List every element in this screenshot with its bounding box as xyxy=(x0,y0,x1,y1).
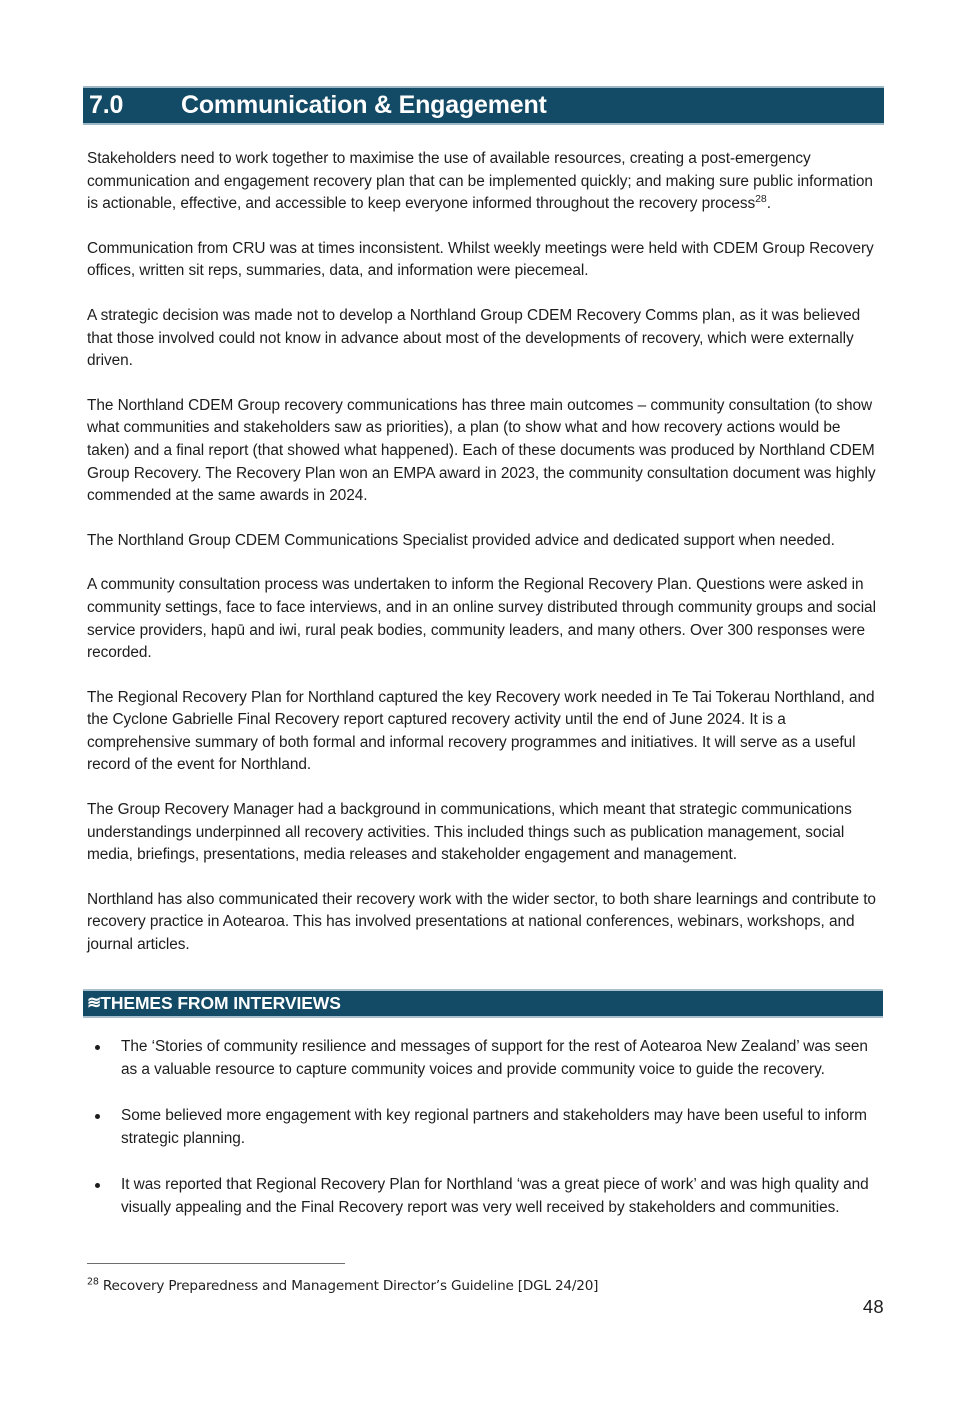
list-item xyxy=(87,1036,877,1081)
wave-lines-icon: ≋ xyxy=(87,993,101,1012)
paragraph-1-tail: . xyxy=(766,195,771,213)
footnote-separator xyxy=(87,1263,345,1264)
list-item-text: Some believed more engagement with key regional partners and stakeholders may have been useful to inform strategic planning. xyxy=(121,1107,867,1147)
paragraph-9: Northland has also communicated their recovery work with the wider sector, to both share learnings and contribute to recovery practice in Aotearoa. This has involved presentations at national conferences, webinars, workshops, and journal articles. xyxy=(87,890,876,954)
paragraph-4: The Northland CDEM Group recovery communications has three main outcomes – community consultation (to show what communities and stakeholders saw as priorities), a plan (to show what and how recovery actions would be taken) and a final report (that showed what happened). Each of these documents was produced by Northland CDEM Group Recovery. The Recovery Plan won an EMPA award in 2023, the community consultation document was highly commended at the same awards in 2024. xyxy=(87,396,876,505)
bullet-icon xyxy=(95,1045,100,1050)
paragraph-1 xyxy=(87,148,884,216)
paragraph-8: The Group Recovery Manager had a background in communications, which meant that strategic communications understandings underpinned all recovery activities. This included things such as publication management, social media, briefings, presentations, media releases and stakeholder engagement and management. xyxy=(87,801,852,864)
list-item-text: The ‘Stories of community resilience and messages of support for the rest of Aotearoa New Zealand’ was seen as a valuable resource to capture community voices and provide community voice to guide the recovery. xyxy=(121,1038,868,1078)
footnote-marker: 28 xyxy=(87,1276,99,1288)
paragraph-1-text: Stakeholders need to work together to maximise the use of available resources, creating a post-emergency communication and engagement recovery plan that can be implemented quickly; and making sure public information is actionable, effective, and accessible to keep everyone informed throughout the recovery process xyxy=(87,150,873,213)
paragraph-6: A community consultation process was undertaken to inform the Regional Recovery Plan. Questions were asked in community settings, face to face interviews, and in an online survey distributed through community groups and social service providers, hapū and iwi, rural peak bodies, community leaders, and many others. Over 300 responses were recorded. xyxy=(87,576,876,662)
page-number: 48 xyxy=(862,1296,884,1317)
body-text-block xyxy=(87,148,884,957)
section-title: Communication & Engagement xyxy=(181,91,547,119)
bullet-icon xyxy=(95,1183,100,1188)
list-item xyxy=(87,1105,877,1150)
paragraph-3: A strategic decision was made not to develop a Northland Group CDEM Recovery Comms plan, as it was believed that those involved could not know in advance about most of the developments of recovery, which were externally driven. xyxy=(87,306,861,370)
bullet-icon xyxy=(95,1114,100,1119)
paragraph-2: Communication from CRU was at times inconsistent. Whilst weekly meetings were held with CDEM Group Recovery offices, written sit reps, summaries, data, and information were piecemeal. xyxy=(87,239,874,280)
paragraph-7: The Regional Recovery Plan for Northland captured the key Recovery work needed in Te Tai Tokerau Northland, and the Cyclone Gabrielle Final Recovery report captured recovery activity until the end of June 2024. It is a comprehensive summary of both formal and informal recovery programmes and initiatives. It will serve as a useful record of the event for Northland. xyxy=(87,688,875,774)
themes-bullet-list xyxy=(87,1036,877,1220)
themes-heading-label: THEMES FROM INTERVIEWS xyxy=(100,993,341,1013)
themes-heading-bar xyxy=(83,989,883,1018)
list-item-text: It was reported that Regional Recovery Plan for Northland ‘was a great piece of work’ and was high quality and visually appealing and the Final Recovery report was very well received by stakeholders and communities. xyxy=(121,1176,869,1216)
footnote-text: Recovery Preparedness and Management Director’s Guideline [DGL 24/20] xyxy=(102,1278,599,1294)
footnote-reference-28[interactable]: 28 xyxy=(755,193,767,206)
section-number: 7.0 xyxy=(89,91,124,119)
paragraph-5: The Northland Group CDEM Communications Specialist provided advice and dedicated support when needed. xyxy=(87,531,835,549)
list-item xyxy=(87,1174,877,1219)
footnote xyxy=(87,1277,787,1296)
section-heading-bar xyxy=(83,86,884,125)
